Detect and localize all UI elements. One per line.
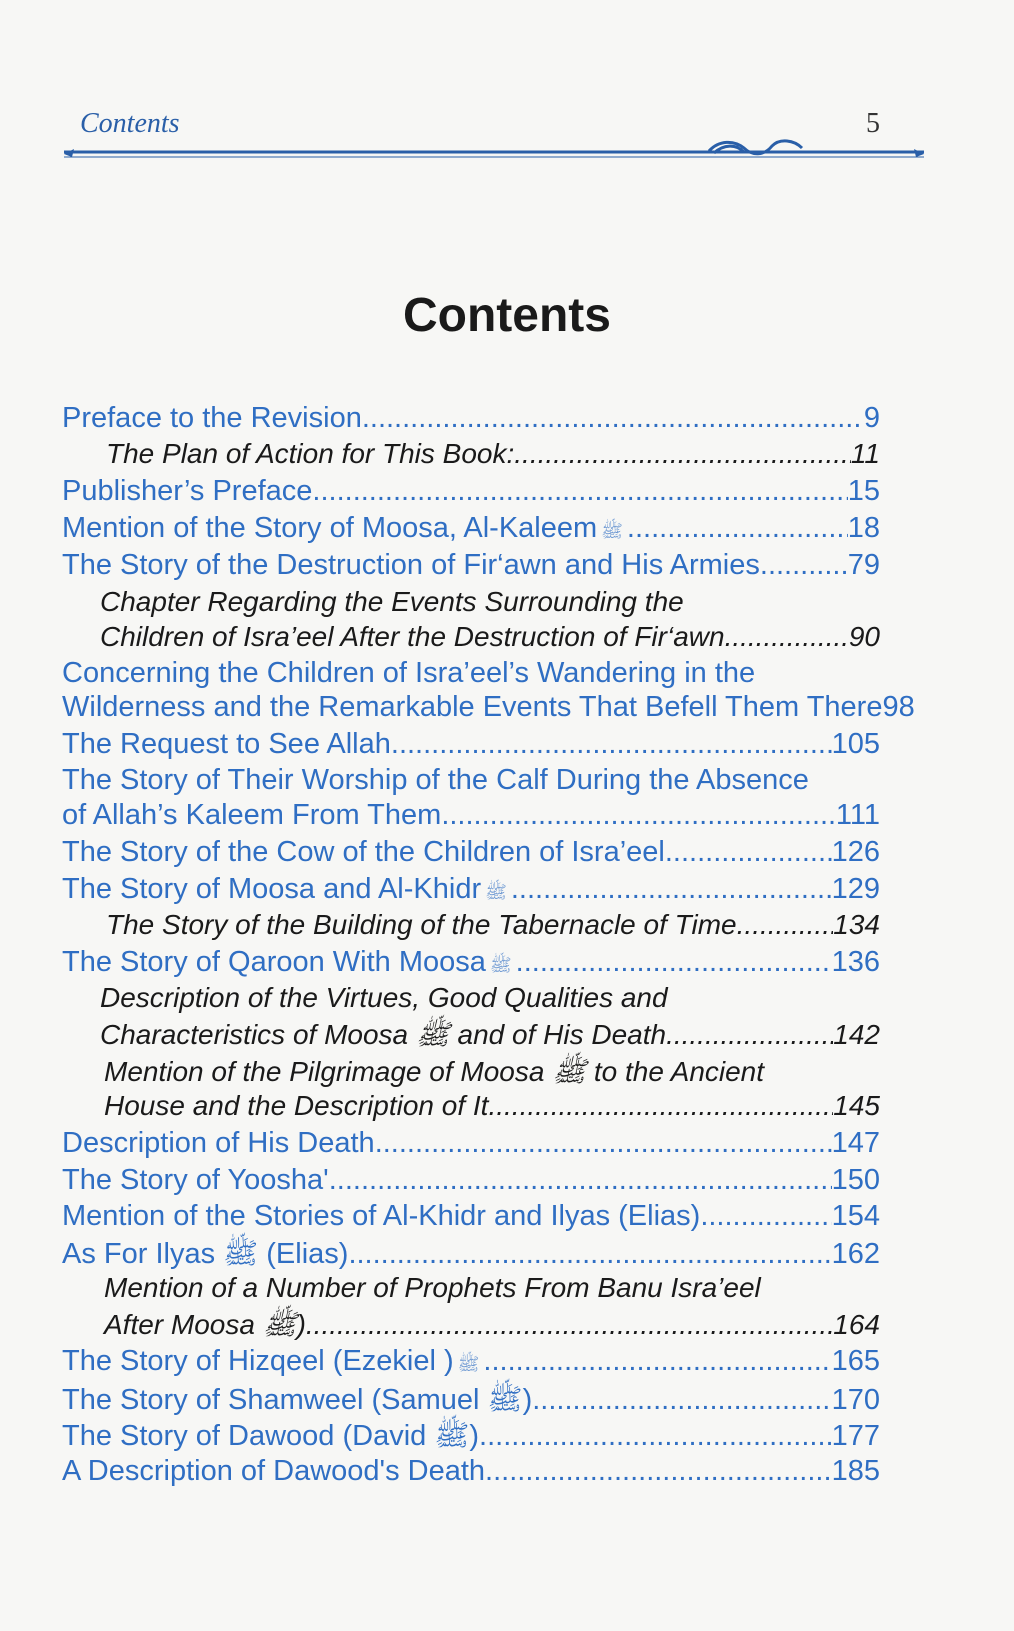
dot-leader [760,549,848,582]
dot-leader [348,1238,831,1271]
toc-page-number: 98 [882,691,915,723]
toc-page-number: 11 [850,438,880,469]
toc-entry-text: The Plan of Action for This Book: [106,438,515,469]
toc-entry-text: A Description of Dawood's Death [62,1455,486,1487]
toc-entry-text: House and the Description of It [104,1090,489,1121]
toc-entry-text: The Story of Shamweel (Samuel ﷺ) [62,1384,533,1416]
toc-page-number: 15 [847,475,880,507]
page-number: 5 [866,108,880,139]
dot-leader [627,512,848,545]
toc-entry-text: Mention of the Stories of Al-Khidr and Ilyas (Elias) [62,1200,701,1232]
toc-entry-text: Description of His Death [62,1127,375,1159]
dot-leader [391,728,832,761]
toc-page-number: 111 [835,799,880,831]
toc-page-number: 126 [831,836,880,868]
toc-page-number: 165 [831,1345,880,1377]
toc-page-number: 154 [831,1200,880,1232]
toc-page-number: 79 [847,549,880,581]
dot-leader [306,1309,833,1341]
dot-leader [666,1019,833,1051]
toc-entry-text: Characteristics of Moosa ﷺ and of His Death [100,1019,667,1050]
toc-entry-text: Chapter Regarding the Events Surrounding the [100,586,684,617]
toc-entry-text: As For Ilyas ﷺ (Elias) [62,1238,349,1270]
toc-page-number: 142 [833,1019,880,1050]
toc-page-number: 105 [831,728,880,760]
toc-entry-text: of Allah’s Kaleem From Them [62,799,442,831]
toc-page-number: 162 [831,1238,880,1270]
dot-leader [516,946,832,979]
toc-entry-text: Children of Isra’eel After the Destruction of Fir‘awn [100,621,725,652]
dot-leader [485,1455,832,1488]
honorific-glyph: ﷺ [485,882,507,902]
running-title: Contents [80,108,180,139]
dot-leader [488,1090,833,1122]
toc-page-number: 9 [863,402,880,434]
toc-page-number: 145 [833,1090,880,1121]
toc-page-number: 136 [831,946,880,978]
toc-entry-text: The Story of Dawood (David ﷺ) [62,1420,480,1452]
dot-leader [375,1127,832,1160]
toc-entry-text: The Story of the Cow of the Children of Isra’eel [62,836,665,868]
toc-entry-text: The Story of the Destruction of Fir‘awn and His Armies [62,549,760,581]
toc-entry-text: Mention of the Pilgrimage of Moosa ﷺ to the Ancient [104,1056,765,1087]
toc-entry-text: The Story of Their Worship of the Calf During the Absence [62,764,809,796]
toc-page-number: 185 [831,1455,880,1487]
toc-page-number: 147 [831,1127,880,1159]
toc-entry-text: Mention of the Story of Moosa, Al-Kaleem [62,512,598,544]
dot-leader [725,621,849,653]
toc-entry-text: The Story of Hizqeel (Ezekiel ) [62,1345,454,1377]
toc-entry-text: The Story of Moosa and Al-Khidr [62,873,482,905]
dot-leader [532,1384,831,1417]
toc-page-number: 170 [831,1384,880,1416]
toc-page-number: 177 [831,1420,880,1452]
toc-entry-text: The Story of Qaroon With Moosa [62,946,486,978]
page-title: Contents [403,289,611,342]
dot-leader [514,438,851,470]
honorific-glyph: ﷺ [457,1354,480,1374]
toc-page-number: 129 [831,873,880,905]
dot-leader [665,836,832,869]
dot-leader [511,873,832,906]
dot-leader [312,475,847,508]
toc-page-number: 150 [831,1164,880,1196]
honorific-glyph: ﷺ [601,521,623,541]
toc-entry-text: The Story of the Building of the Tabernacle of Time [106,909,737,940]
toc-entry-text: Concerning the Children of Isra’eel’s Wandering in the [62,657,756,689]
dot-leader [700,1200,831,1233]
dot-leader [362,402,864,435]
dot-leader [737,909,834,941]
toc-entry-text: Preface to the Revision [62,402,362,434]
toc-entry-text: The Request to See Allah [62,728,391,760]
toc-entry-text: Wilderness and the Remarkable Events That Befell Them There [62,691,883,723]
toc-entry-text: Mention of a Number of Prophets From Banu Isra’eel [104,1272,761,1303]
honorific-glyph: ﷺ [489,955,512,975]
dot-leader [441,799,836,832]
toc-entry-text: The Story of Yoosha' [62,1164,329,1196]
dot-leader [479,1420,832,1453]
toc-entry-text: Publisher’s Preface [62,475,313,507]
toc-entry-text: After Moosa ﷺ) [104,1309,306,1340]
toc-page-number: 90 [848,621,880,652]
dot-leader [483,1345,831,1378]
dot-leader [329,1164,832,1197]
toc-page-number: 164 [833,1309,880,1340]
toc-entry-text: Description of the Virtues, Good Qualities and [100,982,668,1013]
toc-page-number: 18 [847,512,880,544]
toc-page-number: 134 [833,909,880,940]
